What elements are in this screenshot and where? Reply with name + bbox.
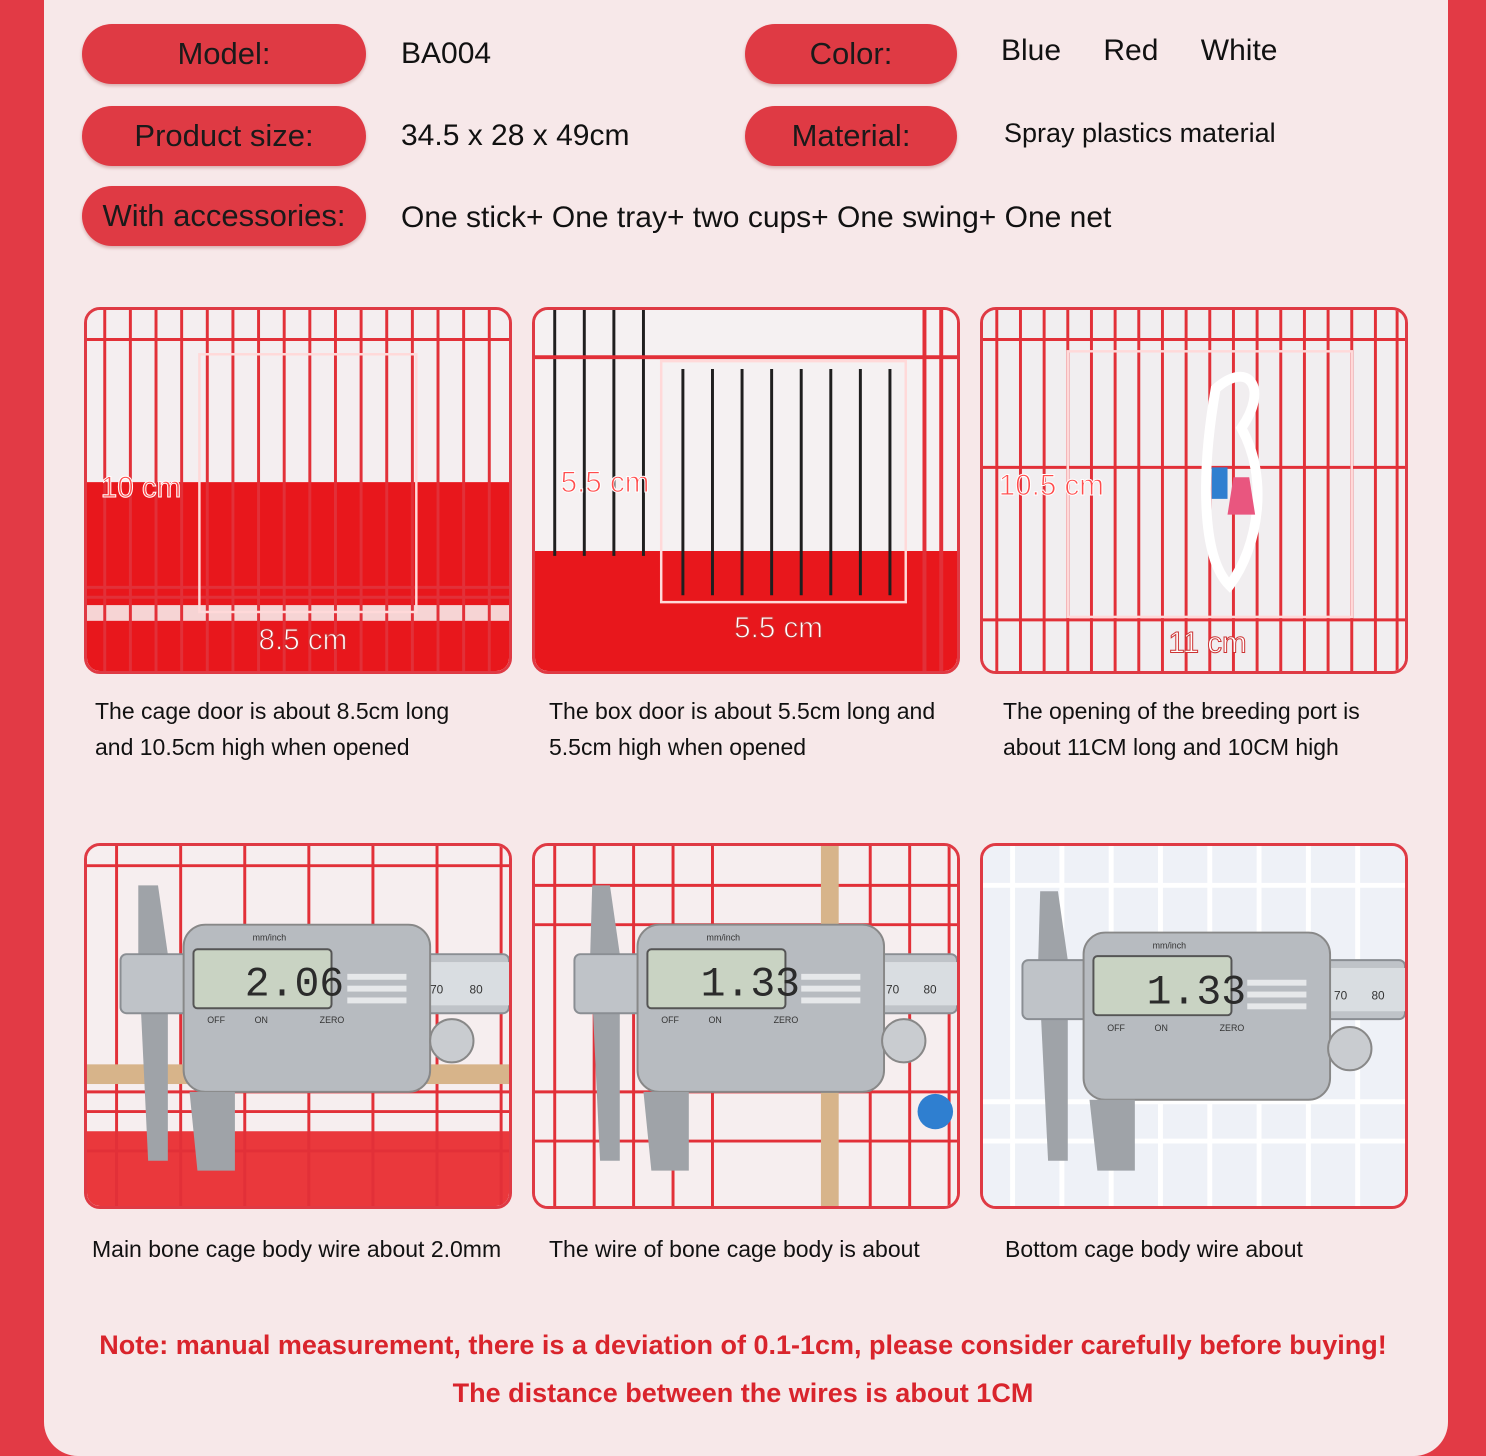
color-values [1001, 34, 1311, 68]
caliper-on-text: ON [254, 1015, 268, 1026]
caliper-on-text: ON [1154, 1022, 1168, 1033]
caliper-zero-text: ZERO [773, 1015, 799, 1026]
cage-door-photo [84, 307, 512, 674]
caliper-scale-80: 80 [469, 982, 483, 997]
breeding-port-caption [1003, 693, 1360, 765]
accessories-value: One stick+ One tray+ two cups+ One swing+ One net [401, 201, 1112, 234]
caliper-off-text: OFF [1107, 1022, 1125, 1033]
caliper-zero-text: ZERO [1219, 1022, 1245, 1033]
caliper-photo-bone-wire [532, 843, 960, 1209]
caption-line: about 11CM long and 10CM high [1003, 734, 1339, 760]
color-option-blue: Blue [1001, 34, 1062, 67]
box-door-caption [549, 693, 935, 765]
door-height-label: 10 cm [100, 470, 182, 504]
caliper-scale-70: 70 [430, 982, 444, 997]
caliper-scale-70: 70 [886, 982, 900, 997]
model-label: Model: [82, 24, 366, 84]
cage-door-caption [95, 693, 449, 765]
caliper-units-text: mm/inch [252, 932, 287, 943]
bottom-wire-caption: Bottom cage body wire about [1005, 1236, 1303, 1262]
caliper-reading: 1.33 [700, 962, 801, 1009]
caliper-reading: 1.33 [1146, 970, 1247, 1017]
caliper-off-text: OFF [207, 1015, 226, 1026]
color-option-red: Red [1103, 34, 1159, 67]
caliper-scale-80: 80 [1371, 988, 1385, 1003]
caption-line: and 10.5cm high when opened [95, 734, 410, 760]
caption-line: The box door is about 5.5cm long and [549, 698, 936, 724]
box-door-photo [532, 307, 960, 674]
caliper-scale-80: 80 [923, 982, 937, 997]
color-option-white: White [1200, 34, 1278, 67]
caliper-off-text: OFF [661, 1015, 679, 1026]
measurement-note: Note: manual measurement, there is a deviation of 0.1-1cm, please consider carefully before buying! [99, 1330, 1387, 1360]
caliper-on-text: ON [708, 1015, 722, 1026]
color-label: Color: [745, 24, 957, 84]
accessories-label: With accessories: [82, 186, 366, 246]
caliper-photo-main-wire [84, 843, 512, 1209]
main-wire-caption: Main bone cage body wire about 2.0mm [92, 1236, 502, 1262]
caliper-units-text: mm/inch [706, 932, 741, 943]
material-value: Spray plastics material [1004, 118, 1276, 148]
product-size-value: 34.5 x 28 x 49cm [401, 119, 630, 152]
product-size-label: Product size: [82, 106, 366, 166]
material-label: Material: [745, 106, 957, 166]
caliper-units-text: mm/inch [1152, 940, 1187, 951]
door-width-label: 8.5 cm [258, 623, 348, 657]
caption-line: The opening of the breeding port is [1003, 698, 1360, 724]
caption-line: 5.5cm high when opened [549, 734, 807, 760]
caliper-scale-70: 70 [1334, 988, 1348, 1003]
caliper-reading: 2.06 [244, 962, 345, 1009]
port-width-label: 11 cm [1168, 626, 1247, 660]
wire-distance-note: The distance between the wires is about 1CM [452, 1378, 1034, 1408]
box-door-height-label: 5.5 cm [560, 466, 650, 499]
caliper-photo-bottom-wire [980, 843, 1408, 1209]
box-door-width-label: 5.5 cm [734, 611, 823, 645]
caption-line: The cage door is about 8.5cm long [95, 698, 450, 724]
bone-wire-caption: The wire of bone cage body is about [549, 1236, 920, 1262]
caliper-zero-text: ZERO [319, 1015, 345, 1026]
port-height-label: 10.5 cm [998, 468, 1104, 502]
model-value: BA004 [401, 37, 492, 70]
breeding-port-photo [980, 307, 1408, 674]
